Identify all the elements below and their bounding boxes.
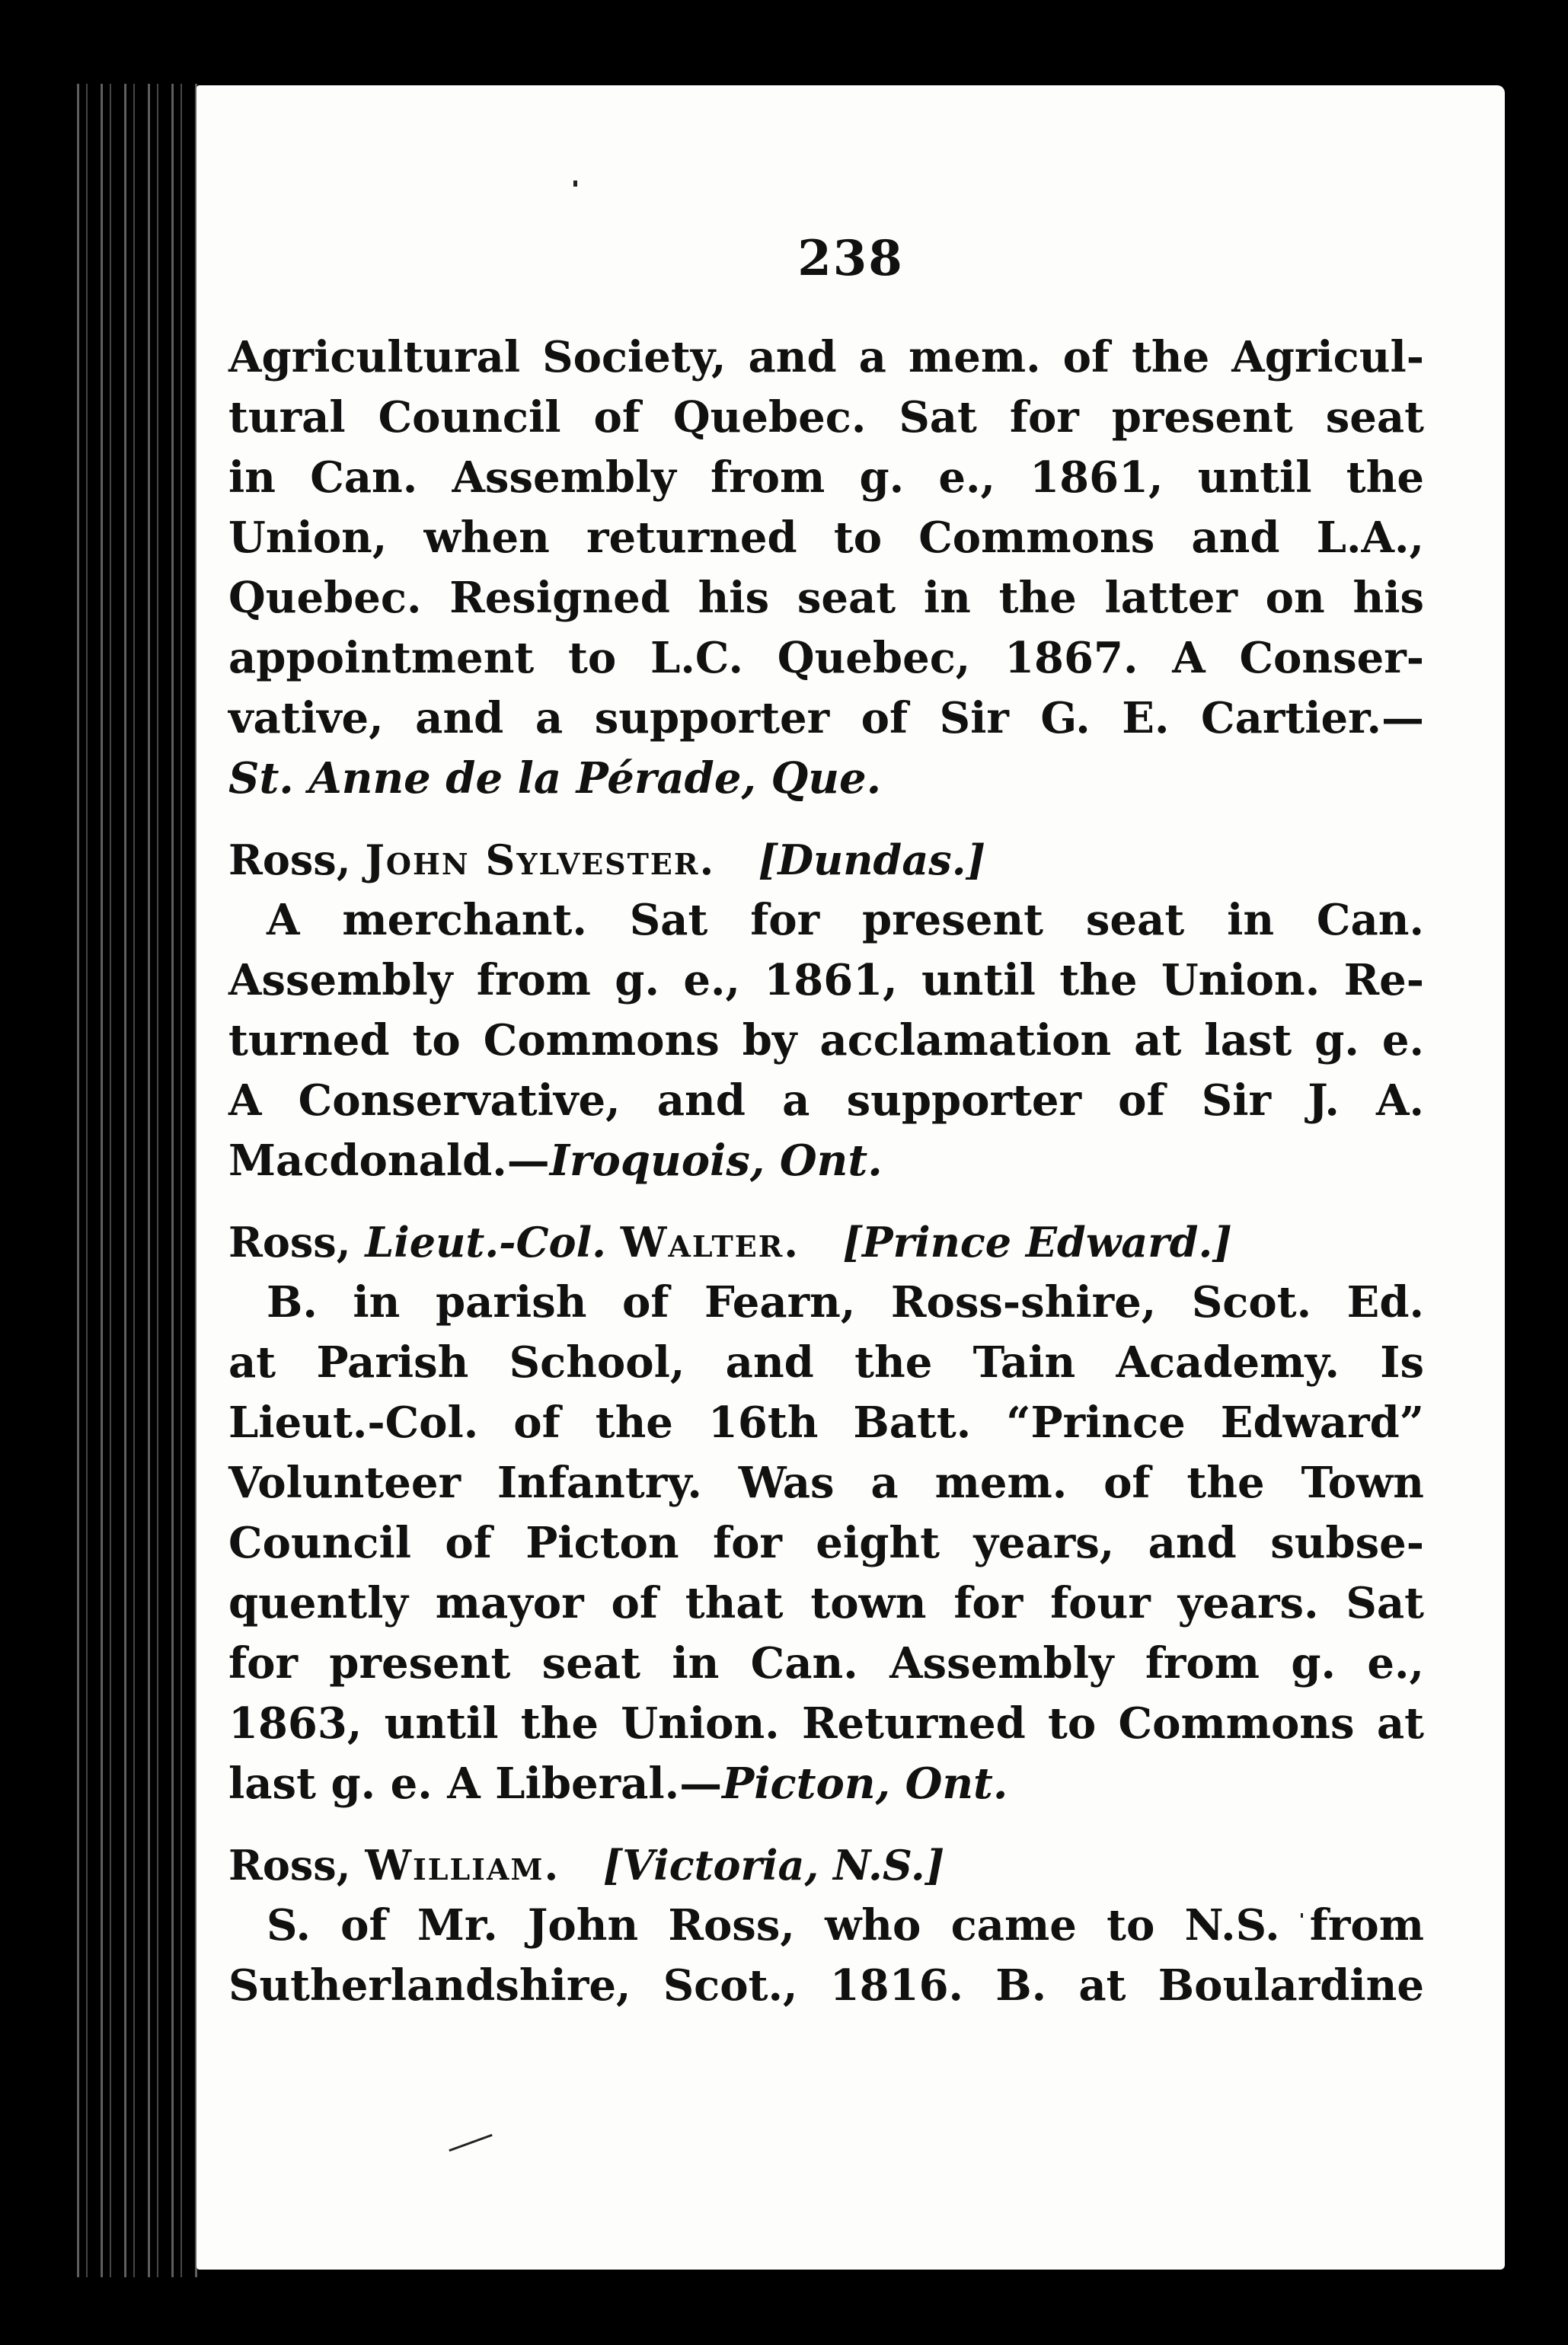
text-line (228, 1131, 1424, 1191)
entry-address: St. Anne de la Pérade, Que. (228, 753, 882, 803)
text-line: A Conservative, and a supporter of Sir J. A. (228, 1075, 1424, 1126)
text-line: in Can. Assembly from g. e., 1861, until the (228, 452, 1424, 503)
entry-given-name: William. (365, 1841, 560, 1890)
entry-surname: Ross, (228, 835, 351, 884)
line-text: Macdonald.— (228, 1136, 550, 1186)
entry-given-name: Walter. (620, 1218, 800, 1267)
text-line: Sutherlandshire, Scot., 1816. B. at Boulardine (228, 1960, 1424, 2011)
entry-continued (228, 327, 1424, 809)
text-line: Lieut.-Col. of the 16th Batt. “Prince Edward” (228, 1398, 1424, 1448)
text-line: S. of Mr. John Ross, who came to N.S. from (267, 1900, 1424, 1950)
entry-heading (228, 1212, 1424, 1273)
text-line: at Parish School, and the Tain Academy. Is (228, 1337, 1424, 1388)
entry-heading (228, 830, 1424, 890)
scan-speck (573, 181, 577, 187)
text-line: vative, and a supporter of Sir G. E. Cartier.— (228, 693, 1424, 743)
text-line: for present seat in Can. Assembly from g. e., (228, 1638, 1424, 1688)
text-line: A merchant. Sat for present seat in Can. (267, 895, 1424, 945)
text-line: Volunteer Infantry. Was a mem. of the Town (228, 1458, 1424, 1508)
text-line: quently mayor of that town for four years. Sat (228, 1578, 1424, 1628)
text-line: Assembly from g. e., 1861, until the Union. Re- (228, 955, 1424, 1005)
entry-riding: [Prince Edward.] (842, 1218, 1232, 1267)
entry-ross-john-sylvester (228, 830, 1424, 1191)
text-body (228, 327, 1424, 2016)
page-number: 238 (797, 230, 904, 287)
book-page-edges (72, 84, 202, 2277)
text-line: 1863, until the Union. Returned to Commons at (228, 1698, 1424, 1749)
text-line: Agricultural Society, and a mem. of the Agricul- (228, 332, 1424, 382)
entry-ross-walter (228, 1212, 1424, 1814)
entry-ross-william (228, 1835, 1424, 2016)
text-line: Union, when returned to Commons and L.A., (228, 513, 1424, 563)
entry-surname: Ross, (228, 1218, 351, 1267)
text-line: turned to Commons by acclamation at last g. e. (228, 1015, 1424, 1065)
entry-surname: Ross, (228, 1841, 351, 1890)
entry-given-name: John Sylvester. (365, 835, 716, 884)
text-line (228, 1754, 1424, 1814)
entry-address: Picton, Ont. (722, 1759, 1008, 1809)
entry-heading (228, 1835, 1424, 1896)
text-line: tural Council of Quebec. Sat for present seat (228, 392, 1424, 442)
entry-rank: Lieut.-Col. (365, 1218, 606, 1267)
entry-riding: [Dundas.] (758, 835, 986, 884)
text-line: Quebec. Resigned his seat in the latter on his (228, 573, 1424, 623)
text-line: appointment to L.C. Quebec, 1867. A Conser- (228, 633, 1424, 683)
text-line: B. in parish of Fearn, Ross-shire, Scot. Ed. (267, 1277, 1424, 1327)
entry-riding: [Victoria, N.S.] (602, 1841, 945, 1890)
scan-stroke (449, 2134, 492, 2152)
line-text: last g. e. A Liberal.— (228, 1759, 723, 1809)
entry-address: Iroquois, Ont. (549, 1136, 883, 1186)
text-line: Council of Picton for eight years, and subse- (228, 1518, 1424, 1568)
